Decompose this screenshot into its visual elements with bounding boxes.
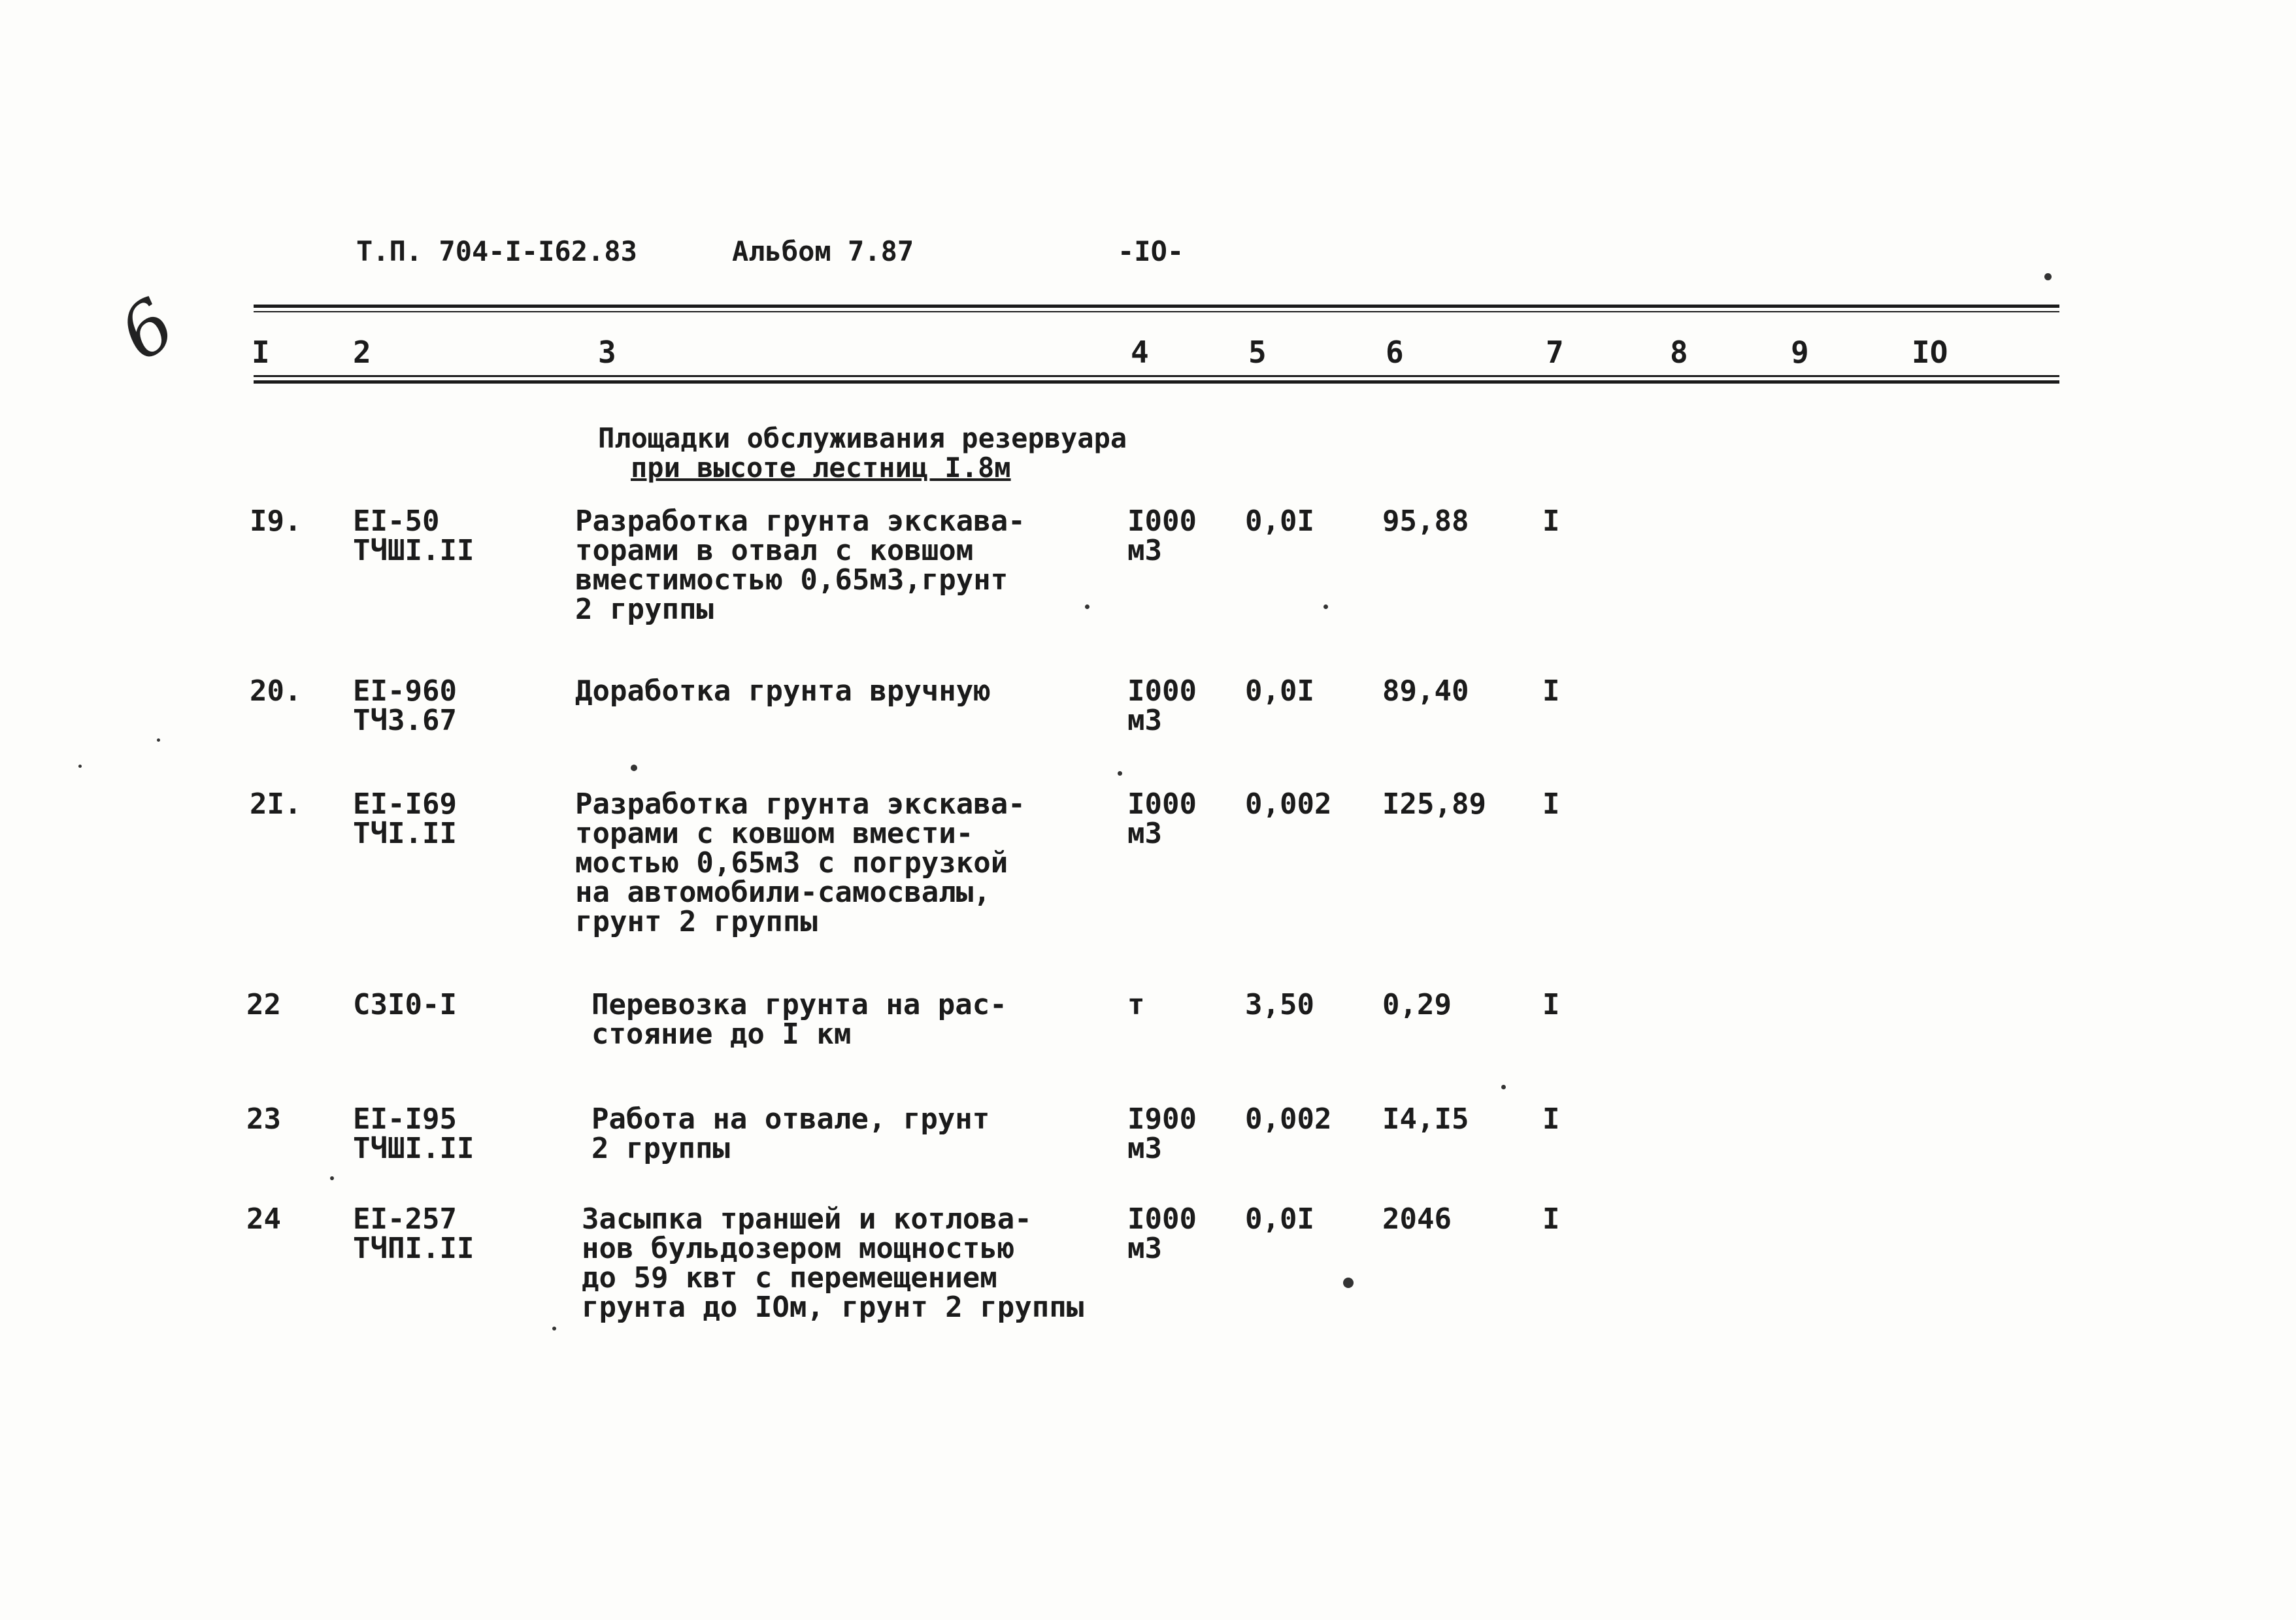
row-code: EI-I95 ТЧШI.II — [353, 1102, 474, 1165]
column-header: 7 — [1546, 335, 1564, 370]
row-col7: I — [1542, 674, 1560, 708]
scan-speck — [1118, 771, 1122, 776]
scan-speck — [1085, 604, 1090, 609]
row-description: Разработка грунта экскава- торами в отвал с ковшом вместимостью 0,65м3,грунт 2 группы — [575, 504, 1025, 626]
row-description: Работа на отвале, грунт 2 группы — [591, 1102, 990, 1165]
column-header: 8 — [1670, 335, 1688, 370]
row-number: 20. — [250, 674, 302, 708]
row-unit: т — [1127, 988, 1145, 1021]
row-price: I25,89 — [1382, 787, 1486, 821]
row-description: Разработка грунта экскава- торами с ковшом вмести- мостью 0,65м3 с погрузкой на автомобили-самосвалы, грунт 2 группы — [575, 787, 1025, 938]
row-unit: I900 м3 — [1127, 1102, 1197, 1165]
column-header: 9 — [1791, 335, 1809, 370]
row-quantity: 0,002 — [1245, 787, 1332, 821]
scan-speck — [1501, 1085, 1506, 1089]
row-price: 2046 — [1382, 1202, 1452, 1236]
row-quantity: 0,0I — [1245, 1202, 1314, 1236]
section-title-line2: при высоте лестниц I.8м — [631, 452, 1011, 484]
row-quantity: 0,0I — [1245, 504, 1314, 538]
row-price: I4,I5 — [1382, 1102, 1469, 1136]
row-col7: I — [1542, 787, 1560, 821]
row-description: Перевозка грунта на рас- стояние до I км — [591, 988, 1007, 1051]
row-code: EI-257 ТЧПI.II — [353, 1202, 474, 1265]
header-rule-bottom — [254, 375, 2059, 377]
scan-speck — [2044, 273, 2052, 280]
row-description: Доработка грунта вручную — [575, 674, 991, 708]
row-unit: I000 м3 — [1127, 787, 1197, 850]
row-code: EI-960 ТЧ3.67 — [353, 674, 457, 737]
doc-code: Т.П. 704-I-I62.83 — [356, 235, 637, 267]
header-rule-bottom-thick — [254, 380, 2059, 384]
row-quantity: 0,0I — [1245, 674, 1314, 708]
column-header: 6 — [1386, 335, 1404, 370]
row-code: EI-50 ТЧШI.II — [353, 504, 474, 567]
column-header: I — [252, 335, 270, 370]
section-title-line1: Площадки обслуживания резервуара — [598, 422, 1127, 454]
handwritten-sheet-mark: 6 — [104, 282, 190, 377]
scan-speck — [1323, 604, 1328, 609]
column-header: 5 — [1248, 335, 1267, 370]
row-unit: I000 м3 — [1127, 1202, 1197, 1265]
page-number: -IO- — [1118, 235, 1184, 267]
row-number: 23 — [246, 1102, 281, 1136]
section-title — [598, 423, 1127, 482]
row-number: 22 — [246, 988, 281, 1021]
scan-speck — [157, 738, 160, 742]
row-number: 2I. — [250, 787, 302, 821]
row-code: С3I0-I — [353, 988, 457, 1021]
row-price: 0,29 — [1382, 988, 1452, 1021]
column-header: 4 — [1131, 335, 1149, 370]
row-unit: I000 м3 — [1127, 674, 1197, 737]
row-unit: I000 м3 — [1127, 504, 1197, 567]
column-header: 2 — [353, 335, 371, 370]
row-col7: I — [1542, 988, 1560, 1021]
row-price: 89,40 — [1382, 674, 1469, 708]
column-header: IO — [1912, 335, 1948, 370]
row-price: 95,88 — [1382, 504, 1469, 538]
album-label: Альбом 7.87 — [732, 235, 914, 267]
row-col7: I — [1542, 504, 1560, 538]
row-col7: I — [1542, 1202, 1560, 1236]
row-number: I9. — [250, 504, 302, 538]
row-quantity: 0,002 — [1245, 1102, 1332, 1136]
scan-speck — [1343, 1278, 1354, 1288]
scan-speck — [631, 765, 637, 771]
row-code: EI-I69 ТЧI.II — [353, 787, 457, 850]
scan-speck — [330, 1176, 334, 1180]
row-description: Засыпка траншей и котлова- нов бульдозером мощностью до 59 квт с перемещением грунта до IОм, грунт 2 группы — [582, 1202, 1084, 1324]
header-rule-top — [254, 305, 2059, 308]
row-number: 24 — [246, 1202, 281, 1236]
scan-speck — [552, 1327, 556, 1331]
column-header: 3 — [598, 335, 616, 370]
row-quantity: 3,50 — [1245, 988, 1314, 1021]
row-col7: I — [1542, 1102, 1560, 1136]
scan-speck — [78, 765, 82, 768]
header-rule-top-thin — [254, 311, 2059, 312]
